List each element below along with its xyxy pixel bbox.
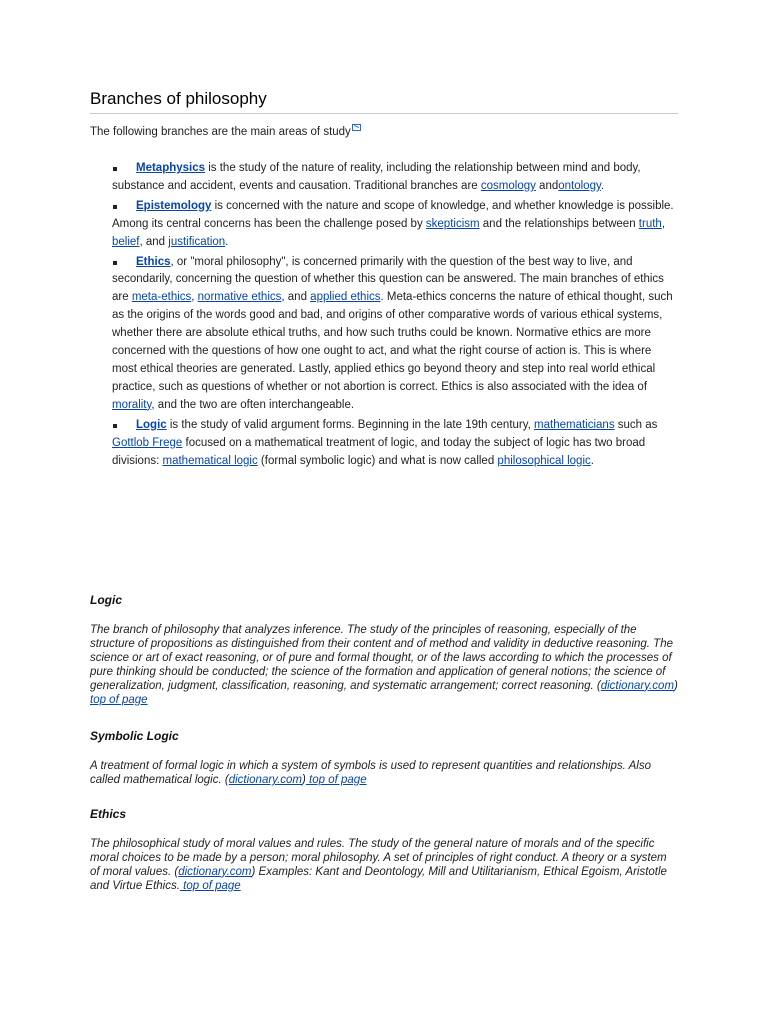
link-philosophical-logic[interactable]: philosophical logic	[497, 454, 591, 467]
definition-symbolic-logic	[90, 729, 678, 788]
link-ontology[interactable]: ontology	[558, 179, 601, 192]
link-epistemology[interactable]: Epistemology	[136, 199, 212, 212]
link-normative-ethics[interactable]: normative ethics	[197, 291, 282, 304]
page-title: Branches of philosophy	[90, 89, 678, 114]
definition-ethics	[90, 807, 678, 894]
bullet-icon	[113, 261, 117, 265]
branches-list	[112, 160, 678, 472]
list-item-ethics	[112, 254, 678, 415]
link-meta-ethics[interactable]: meta-ethics	[131, 291, 192, 304]
text: .	[600, 179, 605, 192]
text: is concerned with the nature and scope of knowledge, and whether knowledge is possible. Among its central concerns has been the challenge posed by	[112, 199, 674, 230]
text: The branch of philosophy that analyzes inference. The study of the principles of reasoning, especially of the structure of propositions as distinguished from their content and of method and validity in deductive reasoning. The science or art of exact reasoning, or of pure and formal thought, or of the laws according to which the processes of pure thinking should be conducted; the science of the formation and application of general notions; the science of generalization, judgment, classification, reasoning, and systematic arrangement; correct reasoning. (	[90, 624, 674, 692]
link-morality[interactable]: morality	[112, 398, 152, 411]
text: ,	[661, 217, 666, 230]
link-dictionary[interactable]: dictionary.com	[178, 865, 252, 878]
text: is the study of valid argument forms. Beginning in the late 19th century,	[166, 418, 535, 431]
link-top-of-page[interactable]: top of page	[90, 693, 148, 706]
text: The philosophical study of moral values and rules. The study of the general nature of morals and of the specific moral choices to be made by a person; moral philosophy. A set of principles of right conduct. A theory or a system of moral values. (	[90, 838, 667, 878]
link-mathematical-logic[interactable]: mathematical logic	[162, 454, 258, 467]
text: (formal symbolic logic) and what is now called	[257, 454, 498, 467]
link-truth[interactable]: truth	[638, 217, 662, 230]
text: )	[302, 773, 306, 786]
text: , and	[281, 291, 311, 304]
list-item-logic	[112, 417, 678, 471]
list-item-epistemology	[112, 198, 678, 252]
definition-text	[90, 760, 678, 788]
link-logic[interactable]: Logic	[136, 418, 167, 431]
link-dictionary[interactable]: dictionary.com	[600, 679, 675, 692]
external-link-icon[interactable]	[352, 124, 361, 131]
intro-text	[90, 126, 361, 138]
bullet-icon	[113, 424, 117, 428]
bullet-icon	[113, 205, 117, 209]
link-dictionary[interactable]: dictionary.com	[228, 773, 302, 786]
text: and	[535, 179, 559, 192]
text: , or "moral philosophy", is concerned primarily with the question of the best way to live, and secondarily, concerning the question of whether this question can be answered. The main branches of ethics are	[112, 255, 664, 304]
text: )	[674, 679, 678, 692]
link-applied-ethics[interactable]: applied ethics	[310, 291, 381, 304]
text: A treatment of formal logic in which a system of symbols is used to represent quantities and relationships. Also called mathematical logic. (	[90, 760, 651, 786]
link-top-of-page[interactable]: top of page	[179, 879, 241, 892]
definition-text	[90, 624, 678, 707]
link-top-of-page[interactable]: top of page	[305, 773, 367, 786]
text: ,	[191, 291, 198, 304]
definition-text	[90, 838, 678, 894]
text: such as	[614, 418, 658, 431]
text: is the study of the nature of reality, including the relationship between mind and body, substance and accident, events and causation. Traditional branches are	[112, 162, 641, 192]
link-mathematicians[interactable]: mathematicians	[534, 418, 615, 431]
text: and the relationships between	[479, 217, 639, 230]
text: ) Examples: Kant and Deontology, Mill and Utilitarianism, Ethical Egoism, Aristotle and Virtue Ethics.	[90, 865, 667, 892]
link-belief[interactable]: belief	[112, 235, 140, 248]
text: .	[225, 235, 229, 248]
text: , and the two are often interchangeable.	[151, 398, 355, 411]
text: . Meta-ethics concerns the nature of ethical thought, such as the origins of the words good and bad, and origins of other comparative words of various ethical systems, whether there are absolute ethical truths, and how such truths could be known. Normative ethics are more concerned with the questions of how one ought to act, and what the right course of action is. This is where most ethical theories are generated. Lastly, applied ethics go beyond theory and step into real world ethical practice, such as questions of whether or not abortion is correct. Ethics is also associated with the idea of	[112, 291, 673, 393]
intro-label: The following branches are the main areas of study	[90, 126, 351, 138]
link-metaphysics[interactable]: Metaphysics	[136, 162, 206, 174]
link-justification[interactable]: justification	[168, 235, 226, 248]
definition-logic	[90, 593, 678, 707]
definition-heading: Symbolic Logic	[90, 729, 179, 743]
link-ethics[interactable]: Ethics	[136, 255, 171, 268]
link-gottlob-frege[interactable]: Gottlob Frege	[112, 436, 183, 449]
bullet-icon	[113, 167, 117, 171]
definition-heading: Ethics	[90, 807, 127, 821]
link-cosmology[interactable]: cosmology	[480, 179, 536, 192]
text: .	[590, 454, 594, 467]
link-skepticism[interactable]: skepticism	[425, 217, 480, 230]
list-item-metaphysics	[112, 160, 678, 196]
text: , and	[139, 235, 169, 248]
definition-heading: Logic	[90, 593, 122, 607]
text: focused on a mathematical treatment of logic, and today the subject of logic has two broad divisions:	[112, 436, 646, 467]
